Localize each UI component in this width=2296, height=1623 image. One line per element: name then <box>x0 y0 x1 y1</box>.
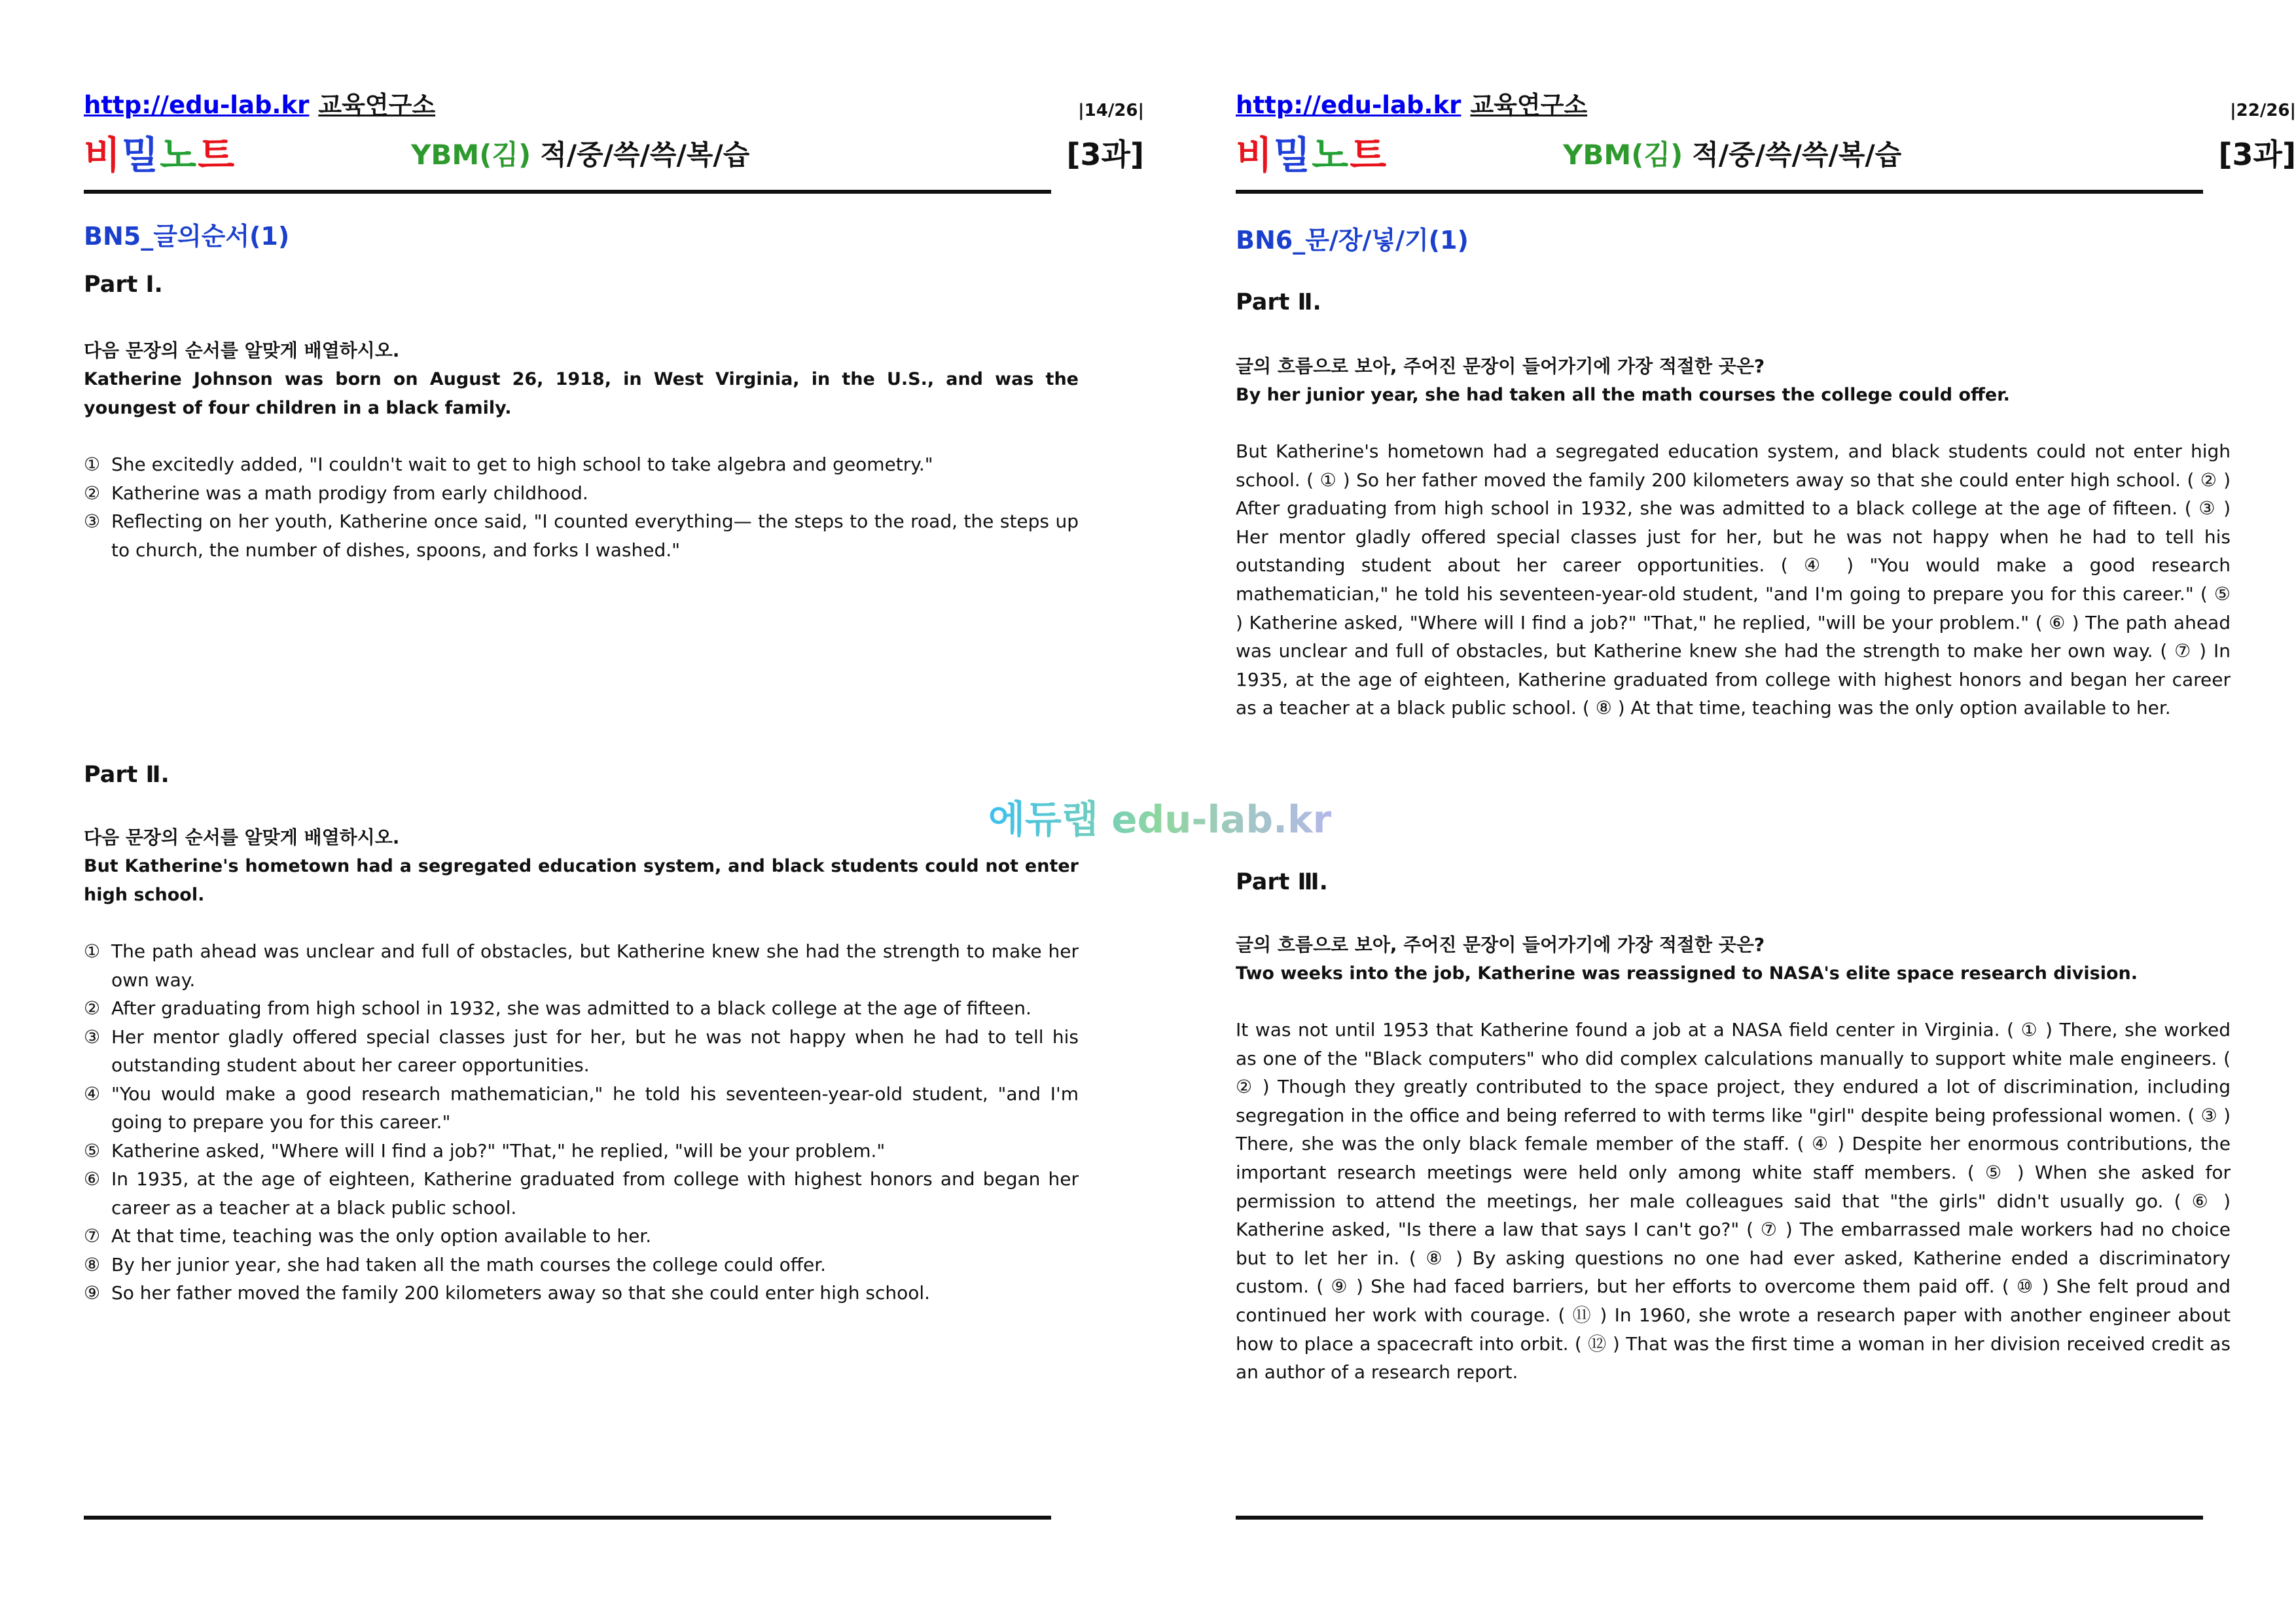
site-url[interactable]: http://edu-lab.kr <box>84 91 310 119</box>
header-divider <box>1236 190 2203 194</box>
list-item: ② Katherine was a math prodigy from early childhood. <box>84 482 588 504</box>
sentence-list <box>84 937 1079 1308</box>
brand-logo: 비밀노트 <box>84 133 236 177</box>
list-item: ⑧ By her junior year, she had taken all the math courses the college could offer. <box>84 1253 827 1275</box>
question-block <box>84 336 1079 564</box>
brand-logo: 비밀노트 <box>1236 133 1388 177</box>
publisher-label: YBM(김) <box>1563 139 1683 171</box>
part-title: Part Ⅱ. <box>1236 289 1321 315</box>
part-title: Part Ⅱ. <box>84 762 170 788</box>
list-item: ⑥ In 1935, at the age of eighteen, Katherine graduated from college with highest honors and began her career as a teacher at a black public school. <box>84 1168 1079 1219</box>
part-title: Part Ⅲ. <box>1236 869 1328 895</box>
sentence-list <box>84 450 1079 564</box>
question-block <box>1236 352 2231 722</box>
institute-name: 교육연구소 <box>318 91 436 119</box>
page-number: |14/26| <box>1078 101 1144 120</box>
site-link[interactable] <box>84 85 435 120</box>
course-header <box>411 134 749 173</box>
given-sentence: Two weeks into the job, Katherine was reassigned to NASA's elite space research division. <box>1236 963 2138 984</box>
list-item: ⑨ So her father moved the family 200 kilometers away so that she could enter high school. <box>84 1282 931 1304</box>
list-item: ② After graduating from high school in 1932, she was admitted to a black college at the age of fifteen. <box>84 997 1031 1019</box>
right-page <box>1236 0 2296 1623</box>
reading-passage: It was not until 1953 that Katherine found a job at a NASA field center in Virginia. ( ① ) There, she worked as one of the "Black computers" who did complex calculations manually to support white male engineers. ( ② ) Though they greatly contributed to the space project, they endured a lot of discrimination, including segregation in the office and being referred to with terms like "girl" despite being professional women. ( ③ ) There, she was the only black female member of the staff. ( ④ ) Despite her enormous contributions, the important research meetings were held only among white staff members. ( ⑤ ) When she asked for permission to attend the meetings, her male colleagues said that "the girls" didn't usually go. ( ⑥ ) Katherine asked, "Is there a law that says I can't go?" ( ⑦ ) The embarrassed male workers had no choice but to let her in. ( ⑧ ) By asking questions no one had ever asked, Katherine ended a discriminatory custom. ( ⑨ ) She had faced barriers, but her efforts to overcome them paid off. ( ⑩ ) She felt proud and continued her work with courage. ( ⑪ ) In 1960, she wrote a research paper with another engineer about how to place a spacecraft into orbit. ( ⑫ ) That was the first time a woman in her division received credit as an author of a research report. <box>1236 1019 2231 1383</box>
question-block <box>84 823 1079 1308</box>
list-item: ① The path ahead was unclear and full of obstacles, but Katherine knew she had the strength to make her own way. <box>84 940 1079 991</box>
part-title: Part Ⅰ. <box>84 272 163 298</box>
site-link[interactable] <box>1236 85 1587 120</box>
section-title: BN5_글의순서(1) <box>84 222 290 251</box>
list-item: ⑤ Katherine asked, "Where will I find a job?" "That," he replied, "will be your problem." <box>84 1139 886 1162</box>
given-sentence: By her junior year, she had taken all the math courses the college could offer. <box>1236 385 2010 405</box>
course-title: 적/중/쓱/쓱/복/습 <box>1692 139 1902 171</box>
given-sentence: Katherine Johnson was born on August 26, 1918, in West Virginia, in the U.S., and was the youngest of four children in a black family. <box>84 369 1079 418</box>
question-block <box>1236 931 2231 1387</box>
institute-name: 교육연구소 <box>1470 91 1588 119</box>
course-title: 적/중/쓱/쓱/복/습 <box>540 139 750 171</box>
question-instruction: 글의 흐름으로 보아, 주어진 문장이 들어가기에 가장 적절한 곳은? <box>1236 355 1765 377</box>
course-header <box>1563 134 1901 173</box>
footer-divider <box>84 1516 1051 1520</box>
publisher-label: YBM(김) <box>411 139 531 171</box>
reading-passage: But Katherine's hometown had a segregated education system, and black students could not enter high school. ( ① ) So her father moved the family 200 kilometers away so that she could enter high school. ( ② ) After graduating from high school in 1932, she was admitted to a black college at the age of fifteen. ( ③ ) Her mentor gladly offered special classes just for her, but he was not happy when he had to tell his outstanding student about her career opportunities. ( ④ ) "You would make a good research mathematician," he told his seventeen-year-old student, "and I'm going to prepare you for this career." ( ⑤ ) Katherine asked, "Where will I find a job?" "That," he replied, "will be your problem." ( ⑥ ) The path ahead was unclear and full of obstacles, but Katherine knew she had the strength to make her own way. ( ⑦ ) In 1935, at the age of eighteen, Katherine graduated from college with highest honors and began her career as a teacher at a black public school. ( ⑧ ) At that time, teaching was the only option available to her. <box>1236 440 2231 719</box>
list-item: ③ Reflecting on her youth, Katherine once said, "I counted everything— the steps to the road, the steps up to church, the number of dishes, spoons, and forks I washed." <box>84 510 1079 561</box>
site-url[interactable]: http://edu-lab.kr <box>1236 91 1462 119</box>
given-sentence: But Katherine's hometown had a segregated education system, and black students could not enter high school. <box>84 856 1079 905</box>
list-item: ③ Her mentor gladly offered special classes just for her, but he was not happy when he had to tell his outstanding student about her career opportunities. <box>84 1026 1079 1076</box>
question-instruction: 글의 흐름으로 보아, 주어진 문장이 들어가기에 가장 적절한 곳은? <box>1236 934 1765 955</box>
lesson-label: [3과] <box>1066 137 1144 172</box>
question-instruction: 다음 문장의 순서를 알맞게 배열하시오. <box>84 827 400 848</box>
list-item: ① She excitedly added, "I couldn't wait to get to high school to take algebra and geometry." <box>84 454 933 475</box>
header-divider <box>84 190 1051 194</box>
question-instruction: 다음 문장의 순서를 알맞게 배열하시오. <box>84 340 400 361</box>
watermark: 에듀랩 edu-lab.kr <box>988 789 1331 844</box>
list-item: ④ "You would make a good research mathematician," he told his seventeen-year-old student, "and I'm going to prepare you for this career." <box>84 1082 1079 1133</box>
left-page <box>84 0 1144 1623</box>
footer-divider <box>1236 1516 2203 1520</box>
section-title: BN6_문/장/넣/기(1) <box>1236 226 1469 255</box>
page-number: |22/26| <box>2230 101 2296 120</box>
list-item: ⑦ At that time, teaching was the only option available to her. <box>84 1225 652 1247</box>
lesson-label: [3과] <box>2218 137 2296 172</box>
